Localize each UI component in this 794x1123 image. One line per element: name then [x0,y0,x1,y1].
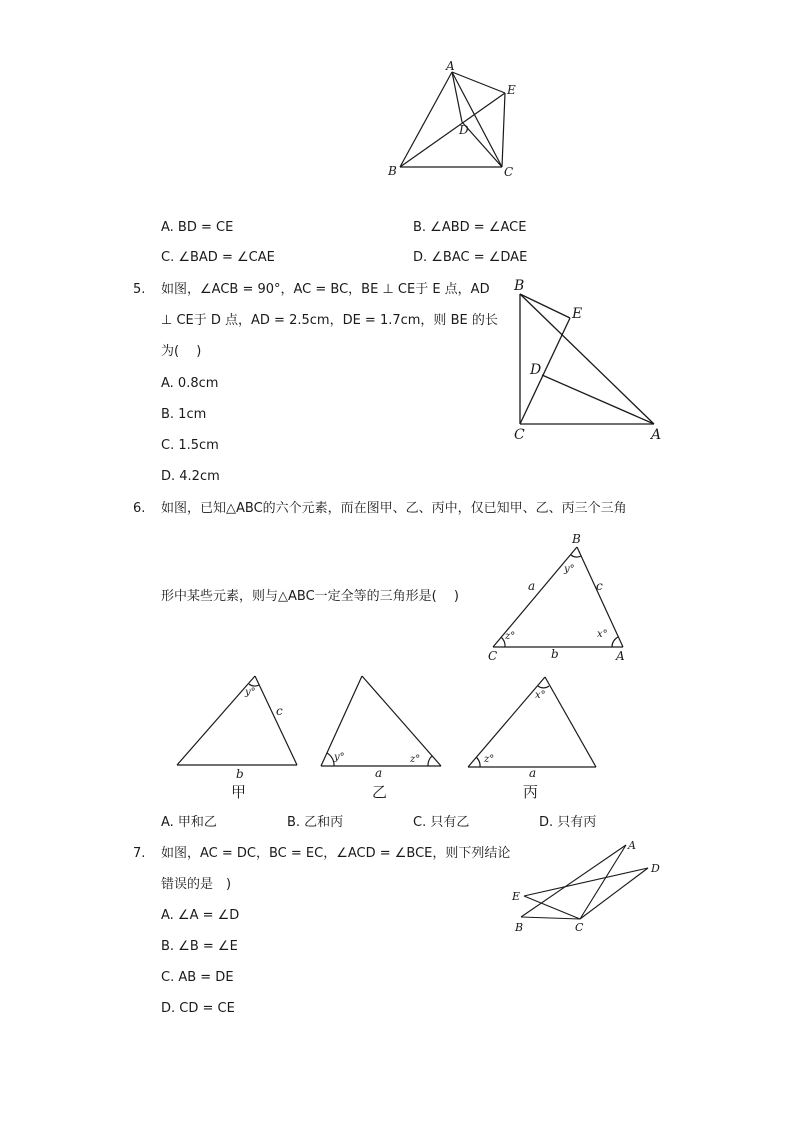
q6-main-label-c: C [488,649,498,663]
q4-label-e: E [507,83,516,97]
q7-seg-ec [524,896,580,919]
q6-main-label-b-side: b [551,647,559,661]
q6-number: 6. [133,501,146,516]
q7-option-b[interactable]: B. ∠B = ∠E [161,939,238,954]
q5-stem-line2: ⊥ CE于 D 点，AD = 2.5cm，DE = 1.7cm，则 BE 的长 [161,313,498,328]
q6-option-c[interactable]: C. 只有乙 [413,815,470,830]
q6-stem-line2: 形中某些元素，则与△ABC一定全等的三角形是( ) [161,589,459,604]
q7-number: 7. [133,846,146,861]
q5-label-b: B [514,278,525,294]
q4-label-a: A [446,59,455,73]
q7-seg-bc [521,917,580,919]
q7-option-d[interactable]: D. CD = CE [161,1001,235,1016]
q4-label-b: B [388,164,397,178]
q5-stem-line1: 如图，∠ACB = 90°，AC = BC，BE ⊥ CE于 E 点，AD [161,282,490,297]
q6-main-label-x: x° [597,629,608,640]
bing-label-x: x° [535,690,546,701]
q6-main-label-a-side: a [528,579,536,593]
q7-label-b: B [515,921,524,934]
yi-label-z: z° [410,754,421,765]
yi-caption: 乙 [372,783,388,801]
jia-label-c: c [276,704,283,718]
q5-label-d: D [530,362,542,378]
bing-caption: 丙 [523,783,539,801]
q7-option-c[interactable]: C. AB = DE [161,970,234,985]
q5-stem-line3: 为( ) [161,344,202,359]
q6-main-label-c-side: c [596,579,603,593]
q7-stem-line2: 错误的是 ) [161,877,232,892]
q7-stem-line1: 如图，AC = DC，BC = EC，∠ACD = ∠BCE，则下列结论 [161,846,511,861]
q5-label-a: A [651,427,662,443]
bing-label-a: a [529,766,537,780]
jia-label-y: y° [245,687,256,698]
q6-main-label-a: A [616,649,625,663]
q4-option-b[interactable]: B. ∠ABD = ∠ACE [413,220,527,235]
q5-option-d[interactable]: D. 4.2cm [161,469,220,484]
q5-label-c: C [514,427,525,443]
q4-option-c[interactable]: C. ∠BAD = ∠CAE [161,250,275,265]
bing-label-z: z° [484,754,495,765]
q6-main-label-y: y° [564,564,575,575]
q4-label-c: C [504,165,514,179]
q4-option-d[interactable]: D. ∠BAC = ∠DAE [413,250,528,265]
q6-stem-line1: 如图，已知△ABC的六个元素，而在图甲、乙、丙中，仅已知甲、乙、丙三个三角 [161,501,627,516]
q7-seg-ba [521,845,626,917]
q5-option-c[interactable]: C. 1.5cm [161,438,219,453]
q5-label-e: E [572,306,583,322]
jia-caption: 甲 [231,783,247,801]
q7-label-d: D [651,862,660,875]
q7-label-c: C [575,921,584,934]
yi-label-a: a [375,766,383,780]
q5-option-a[interactable]: A. 0.8cm [161,376,219,391]
q6-main-label-z: z° [505,631,516,642]
q7-option-a[interactable]: A. ∠A = ∠D [161,908,240,923]
q6-option-b[interactable]: B. 乙和丙 [287,815,344,830]
jia-label-b: b [236,767,244,781]
q6-main-label-b: B [572,532,581,546]
q4-label-d: D [459,123,469,137]
q6-option-a[interactable]: A. 甲和乙 [161,815,217,830]
q7-label-e: E [512,890,521,903]
yi-label-y: y° [334,752,345,763]
q6-option-d[interactable]: D. 只有丙 [539,815,597,830]
q5-option-b[interactable]: B. 1cm [161,407,207,422]
q7-label-a: A [628,839,636,852]
q4-option-a[interactable]: A. BD = CE [161,220,234,235]
q5-number: 5. [133,282,146,297]
